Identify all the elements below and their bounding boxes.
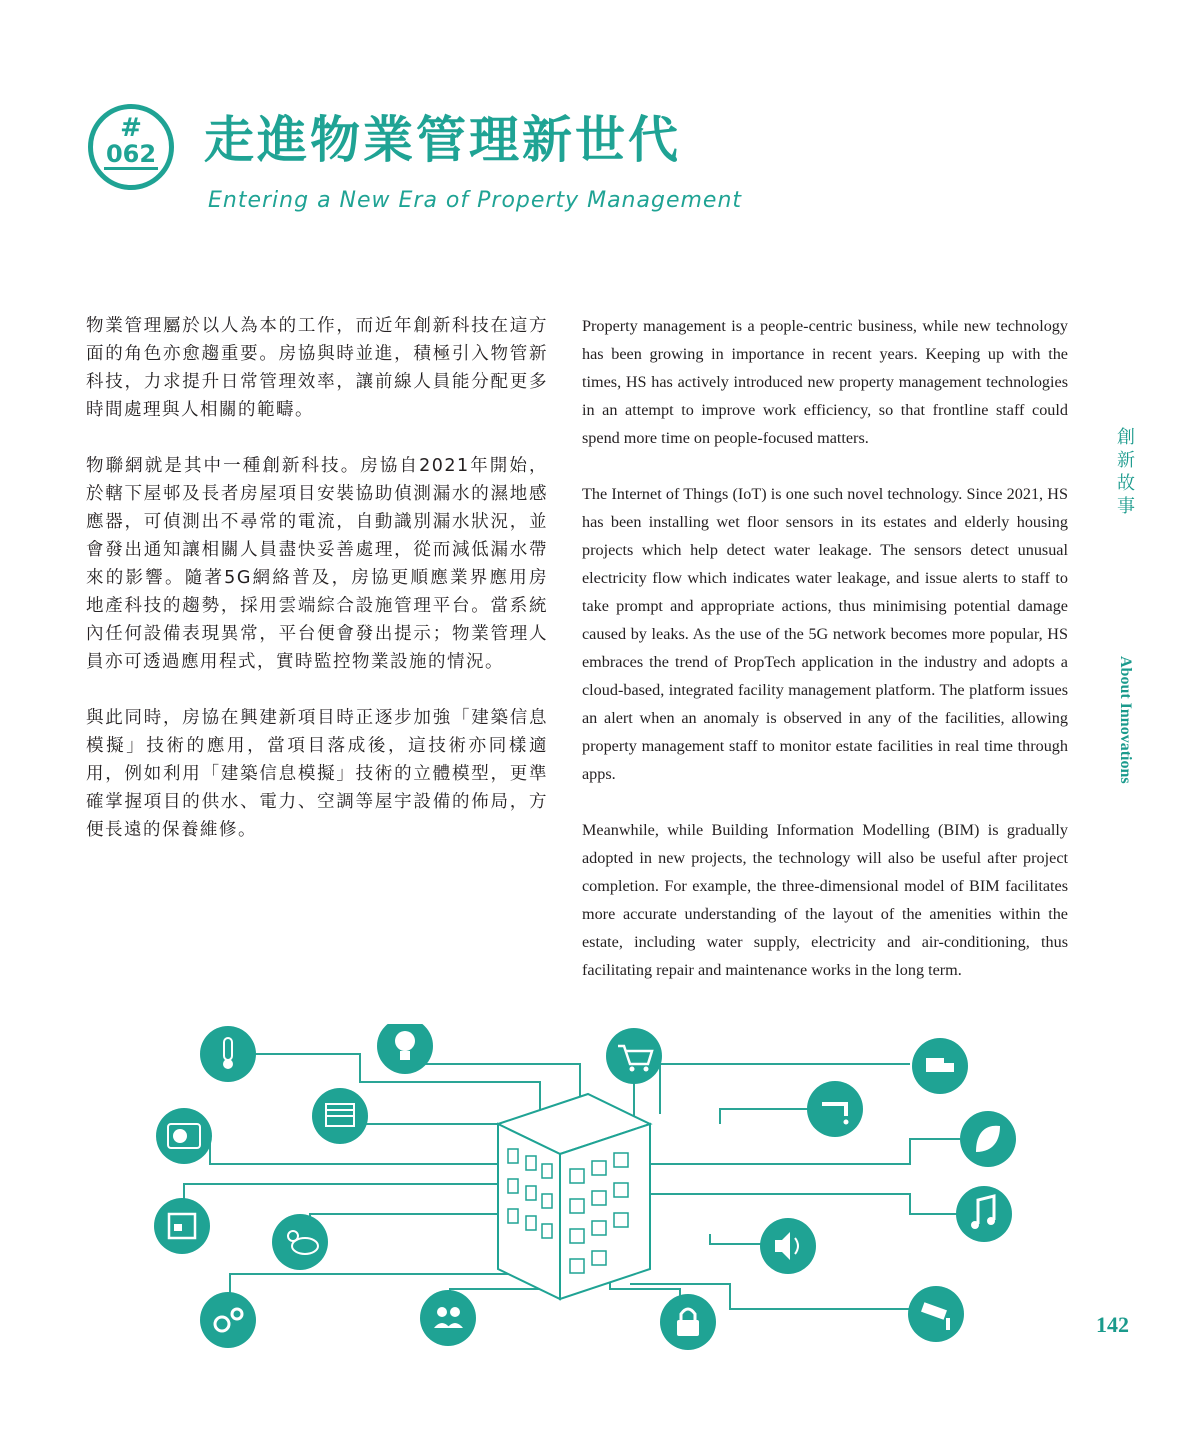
window-blinds-icon [312,1088,368,1144]
page-title-chinese: 走進物業管理新世代 [204,111,681,169]
water-tap-icon [807,1081,863,1137]
iot-network-illustration [150,1024,1030,1424]
chinese-paragraph-1: 物業管理屬於以人為本的工作，而近年創新科技在這方面的角色亦愈趨重要。房協與時並進，積極引入物管新科技，力求提升日常管理效率，讓前線人員能分配更多時間處理與人相關的範疇。 [86,316,548,420]
users-icon [420,1290,476,1346]
page-title-english: Entering a New Era of Property Management [208,188,743,213]
security-camera-icon [908,1286,964,1342]
badge-number: 062 [105,140,157,168]
thermometer-icon [200,1026,256,1082]
building-icon [498,1094,650,1299]
shopping-cart-icon [606,1028,662,1084]
chinese-body-column [86,312,548,872]
page-number: 142 [1096,1312,1129,1337]
section-char-1: 創 [1117,427,1135,448]
calendar-icon [154,1198,210,1254]
english-body-column [582,312,1068,1012]
section-label-english: About Innovations [1117,656,1134,784]
english-paragraph-1: Property management is a people-centric business, while new technology has been growing in importance in recent years. Keeping up with the times, HS has actively introduced new property management technologies in an attempt to improve work efficiency, so that frontline staff could spend more time on people-focused matters. [582,317,1068,447]
delivery-truck-icon [912,1038,968,1094]
padlock-icon [660,1294,716,1350]
section-char-2: 新 [1117,450,1135,471]
speaker-icon [760,1218,816,1274]
chinese-paragraph-3: 與此同時，房協在興建新項目時正逐步加強「建築信息模擬」技術的應用，當項目落成後，這技術亦同樣適用，例如利用「建築信息模擬」技術的立體模型，更準確掌握項目的供水、電力、空調等屋宇設備的佈局，方便長遠的保養維修。 [86,708,548,840]
fan-heater-icon [156,1108,212,1164]
badge-hash: # [120,113,142,143]
leaf-icon [960,1111,1016,1167]
music-note-icon [956,1186,1012,1242]
section-char-4: 事 [1117,496,1135,517]
gears-icon [200,1292,256,1348]
weather-icon [272,1214,328,1270]
english-paragraph-3: Meanwhile, while Building Information Modelling (BIM) is gradually adopted in new projects, the technology will also be useful after project completion. For example, the three-dimensional model of BIM facilitates more accurate understanding of the layout of the amenities within the estate, including water supply, electricity and air-conditioning, thus facilitating repair and maintenance works in the long term. [582,821,1068,979]
section-char-3: 故 [1117,473,1135,494]
chinese-paragraph-2: 物聯網就是其中一種創新科技。房協自2021年開始，於轄下屋邨及長者房屋項目安裝協助偵測漏水的濕地感應器，可偵測出不尋常的電流，自動識別漏水狀況，並會發出通知讓相關人員盡快妥善處理，從而減低漏水帶來的影響。隨著5G網絡普及，房協更順應業界應用房地產科技的趨勢，採用雲端綜合設施管理平台。當系統內任何設備表現異常，平台便會發出提示；物業管理人員亦可透過應用程式，實時監控物業設施的情況。 [86,456,548,672]
english-paragraph-2: The Internet of Things (IoT) is one such novel technology. Since 2021, HS has been installing wet floor sensors in its estates and elderly housing projects which help detect water leakage. The sensors detect unusual electricity flow which indicates water leakage, and issue alerts to staff to take prompt and appropriate actions, thus minimising potential damage caused by leaks. As the use of the 5G network becomes more popular, HS embraces the trend of PropTech application in the industry and adopts a cloud-based, integrated facility management platform. The platform issues an alert when an anomaly is observed in any of the facilities, allowing property management staff to monitor estate facilities in real time through apps. [582,485,1068,783]
lightbulb-icon [377,1024,433,1074]
story-number-badge [88,104,174,190]
section-label-chinese [1114,426,1138,518]
